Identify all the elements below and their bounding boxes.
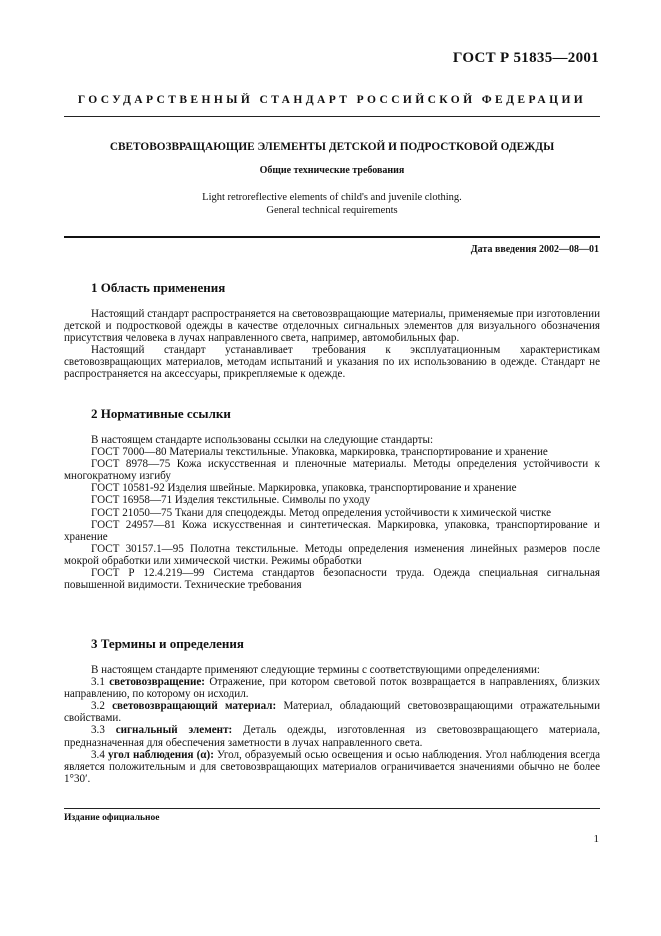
introduction-date: Дата введения 2002—08—01: [470, 244, 599, 255]
official-edition-note: Издание официальное: [64, 813, 160, 823]
term-definition: [64, 700, 600, 724]
term-number: 3.2: [91, 700, 105, 713]
term-text: Угол, образуемый осью освещения и осью наблюдения. Угол наблюдения всегда является положительным и для световозвращающих материалов ограничивается значениями обычно не более 1°30′.: [64, 748, 601, 785]
term-text: Отражение, при котором световой поток возвращается в направлениях, близких направлению, по которому он исходил.: [64, 676, 600, 701]
term-name: сигнальный элемент:: [115, 724, 233, 737]
reference-item: ГОСТ 21050—75 Ткани для спецодежды. Метод определения устойчивости к химической чистке: [91, 506, 552, 519]
term-number: 3.3: [91, 724, 105, 737]
page-number: 1: [593, 833, 599, 845]
title-divider: [64, 236, 600, 238]
term-name: угол наблюдения (α):: [107, 748, 214, 761]
term-name: световозвращение:: [109, 676, 205, 689]
term-definition: [64, 749, 600, 785]
term-text: Материал, обладающий световозвращающими отражательными свойствами.: [64, 700, 601, 725]
reference-item: ГОСТ Р 12.4.219—99 Система стандартов безопасности труда. Одежда специальная сигнальная повышенной видимости. Технические требования: [64, 567, 600, 592]
term-number: 3.4: [91, 748, 105, 761]
term-text: Деталь одежды, изготовленная из световозвращающего материала, предназначенная для обеспечения заметности в лучах направленного света.: [64, 724, 600, 749]
header-divider: [64, 116, 600, 117]
section-2-title: 2 Нормативные ссылки: [91, 406, 231, 421]
term-definition: [64, 676, 600, 700]
footer-divider: [64, 808, 600, 809]
document-subtitle: Общие технические требования: [259, 165, 405, 176]
document-title: СВЕТОВОЗВРАЩАЮЩИЕ ЭЛЕМЕНТЫ ДЕТСКОЙ И ПОДРОСТКОВОЙ ОДЕЖДЫ: [109, 141, 555, 153]
section-1-body: [64, 308, 600, 381]
term-definition: [64, 724, 600, 748]
section-1-title: 1 Область применения: [91, 280, 226, 295]
reference-item: ГОСТ 7000—80 Материалы текстильные. Упаковка, маркировка, транспортирование и хранение: [91, 446, 548, 459]
section-3-title: 3 Термины и определения: [91, 636, 244, 651]
reference-item: ГОСТ 8978—75 Кожа искусственная и пленочные материалы. Методы определения устойчивости к многократному изгибу: [64, 458, 600, 483]
term-number: 3.1: [91, 676, 105, 689]
english-title: [64, 191, 600, 217]
english-title-line1: Light retroreflective elements of child's and juvenile clothing.: [202, 192, 462, 203]
reference-item: ГОСТ 24957—81 Кожа искусственная и синтетическая. Маркировка, упаковка, транспортирование и хранение: [64, 518, 600, 543]
document-id: ГОСТ Р 51835—2001: [452, 50, 599, 66]
section-1-paragraph-1: Настоящий стандарт распространяется на световозвращающие материалы, применяемые при изготовлении детской и подростковой одежды в качестве отделочных сигнальных элементов для визуального обозначения присутствия человека в лучах направленного света, например, автомобильных фар.: [64, 308, 600, 345]
english-title-line2: General technical requirements: [266, 205, 398, 216]
state-standard-heading: ГОСУДАРСТВЕННЫЙ СТАНДАРТ РОССИЙСКОЙ ФЕДЕРАЦИИ: [77, 94, 587, 106]
section-3-body: [64, 664, 600, 785]
reference-item: ГОСТ 30157.1—95 Полотна текстильные. Методы определения изменения линейных размеров после мокрой обработки или химической чистки. Режимы обработки: [64, 542, 600, 567]
section-2-body: [64, 434, 600, 591]
reference-item: ГОСТ 16958—71 Изделия текстильные. Символы по уходу: [91, 494, 371, 507]
term-name: световозвращающий материал:: [112, 700, 277, 713]
section-2-intro: В настоящем стандарте использованы ссылки на следующие стандарты:: [91, 434, 434, 446]
reference-item: ГОСТ 10581-92 Изделия швейные. Маркировка, упаковка, транспортирование и хранение: [91, 482, 517, 495]
section-3-intro: В настоящем стандарте применяют следующие термины с соответствующими определениями:: [91, 664, 540, 676]
section-1-paragraph-2: Настоящий стандарт устанавливает требования к эксплуатационным характеристикам световозвращающих материалов, методам испытаний и указания по их использованию в одежде. Стандарт не распространяется на аксессуары, прикрепляемые к одежде.: [64, 344, 600, 381]
